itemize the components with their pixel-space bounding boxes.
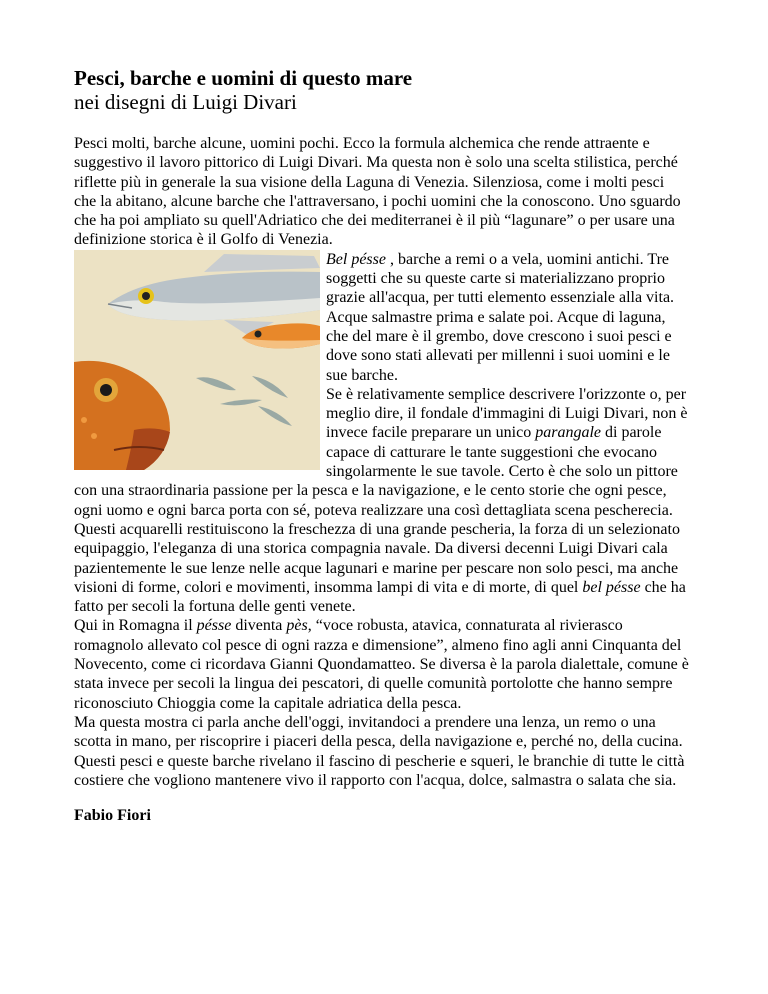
italic-term: pésse bbox=[196, 617, 232, 635]
italic-term: Bel pésse bbox=[326, 250, 386, 268]
paragraph-mostra: Ma questa mostra ci parla anche dell'oggi, invitandoci a prendere una lenza, un remo o una scotta in mano, per riscoprire i piaceri della pesca, della navigazione e, perché no, della cucina. Questi pesci e queste barche rivelano il fascino di pescherie e squeri, le branchie di tutte le città costiere che vogliono mantenere vivo il rapporto con l'acqua, dolce, salmastra o salata che sia. bbox=[74, 713, 685, 789]
article-subtitle: nei disegni di Luigi Divari bbox=[74, 90, 297, 114]
text-run: , “voce robusta, atavica, connaturata al rivierasco romagnolo allevato col pesce di ogni razza e dimensione”, almeno fino agli anni Cinquanta del Novecento, come ci ricordava Gianni Quondamatteo. Se diversa è la parola dialettale, comune è stata invece per secoli la lingua dei pescatori, di quelle comunità portolotte che hanno sempre riconosciuto Chioggia come la capitale adriatica della pesca. bbox=[74, 617, 689, 712]
text-run: diventa bbox=[231, 617, 287, 635]
text-run: Se è relativamente semplice descrivere l'orizzonte o, per meglio dire, il fondale d'immagini di Luigi Divari, non è invece facile preparare un unico bbox=[326, 385, 688, 442]
author-name: Fabio Fiori bbox=[74, 807, 151, 825]
italic-term: pès bbox=[286, 617, 308, 635]
article bbox=[74, 66, 690, 841]
italic-term: bel pésse bbox=[582, 578, 641, 596]
article-title: Pesci, barche e uomini di questo mare bbox=[74, 66, 413, 90]
text-run: Qui in Romagna il bbox=[74, 617, 197, 635]
paragraph-romagna bbox=[74, 616, 690, 712]
fish-drawing bbox=[74, 250, 320, 470]
fish-illustration bbox=[74, 250, 320, 470]
intro-paragraph: Pesci molti, barche alcune, uomini pochi. Ecco la formula alchemica che rende attraente e suggestivo il lavoro pittorico di Luigi Divari. Ma questa non è solo una scelta stilistica, perché riflette più in generale la sua visione della Laguna di Venezia. Silenziosa, come i molti pesci che la abitano, alcune barche che l'attraversano, i pochi uomini che la conoscono. Uno sguardo che ha poi ampliato su quell'Adriatico che dei mediterranei è il più “lagunare” o per usare una definizione storica è il Golfo di Venezia. bbox=[74, 135, 681, 249]
italic-term: parangale bbox=[535, 424, 601, 442]
text-run: , barche a remi o a vela, uomini antichi. Tre soggetti che su queste carte si materializzano proprio grazie all'acqua, per tutti elemento essenziale alla vita. Acque salmastre prima e salate poi. Acque di laguna, che del mare è il grembo, dove crescono i suoi pesci e dove sono stati allevati per millenni i suoi uomini e le sue barche. bbox=[326, 250, 675, 384]
text-run: che ha fatto per secoli la fortuna delle genti venete. bbox=[74, 578, 686, 616]
text-run: di parole capace di catturare le tante suggestioni che evocano singolarmente le sue tavole. Certo è che solo un pittore con una straordinaria passione per la pesca e la navigazione, e le cento storie che ogni pesce, ogni uomo e ogni barca porta con sé, poteva realizzare una così dettagliata scena pescherecia. Questi acquarelli restituiscono la freschezza di una grande pescheria, la forza di un selezionato equipaggio, l'eleganza di una storica compagnia navale. Da diversi decenni Luigi Divari cala pazientemente le sue lenze nelle acque lagunari e marine per pescare non solo pesci, ma anche visioni di forme, colori e movimenti, insomma lampi di vita e di morte, di quel bbox=[74, 424, 680, 596]
